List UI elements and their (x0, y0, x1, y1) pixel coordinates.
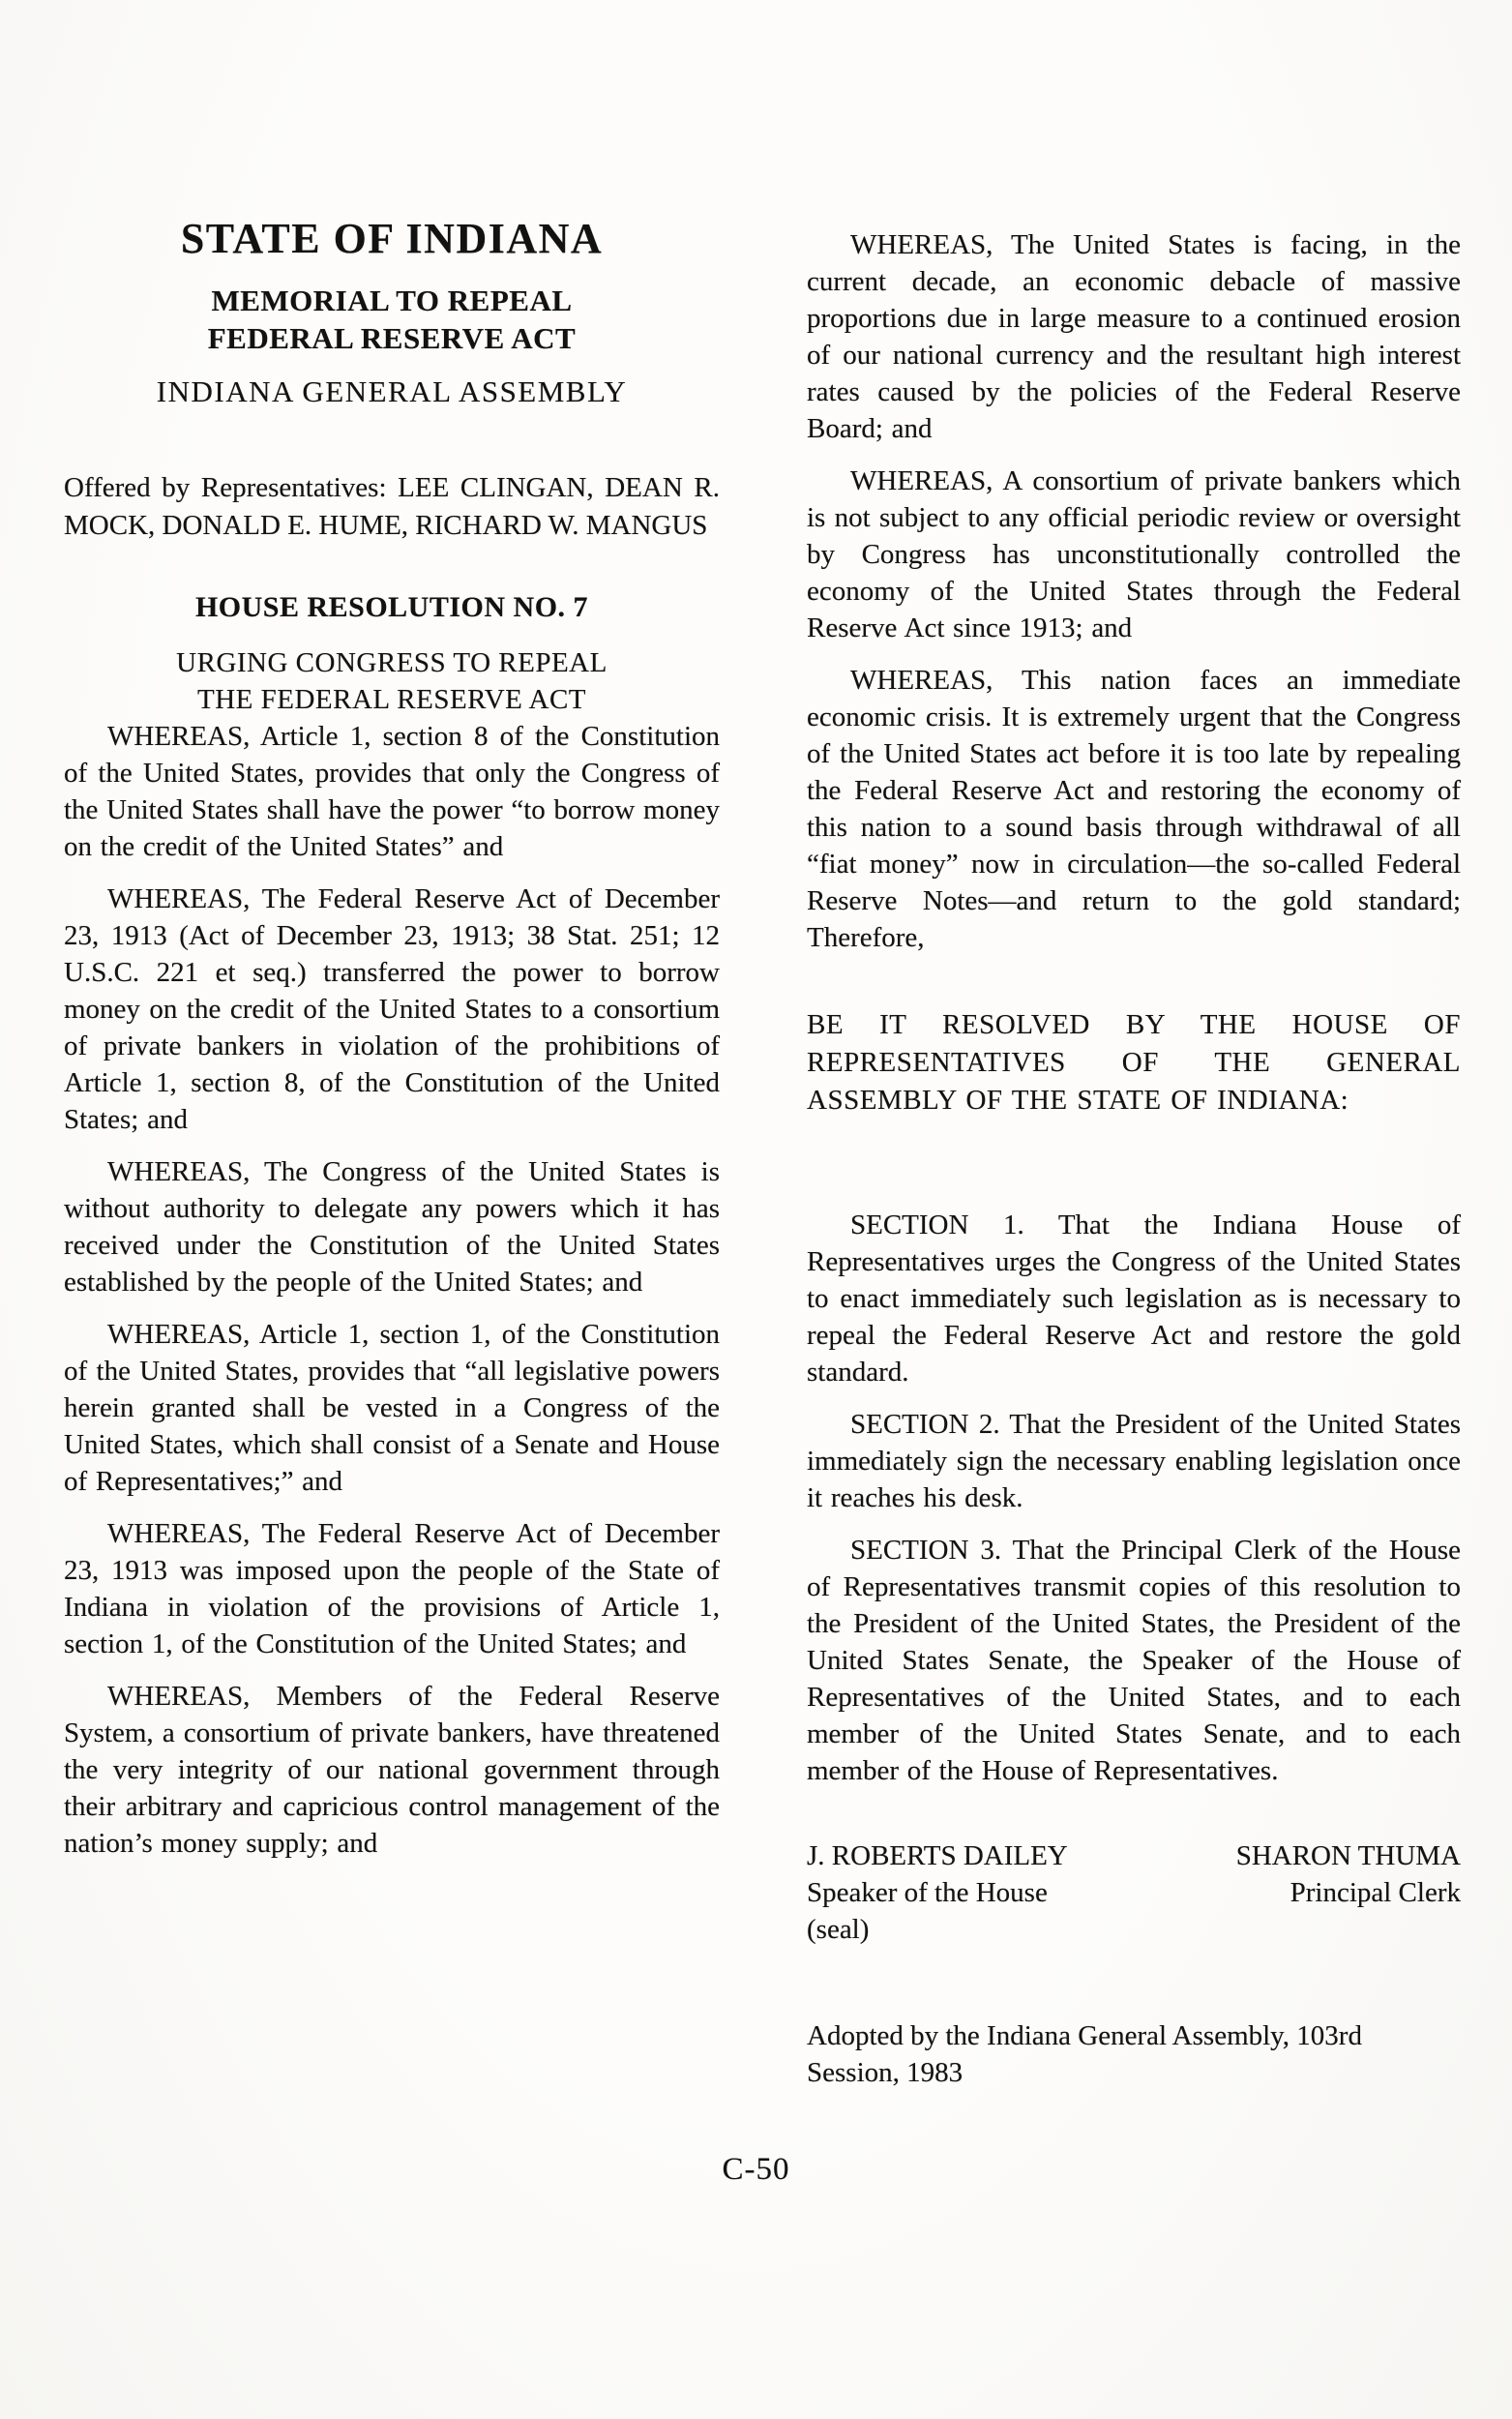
section-paragraph: SECTION 3. That the Principal Clerk of the House of Representatives transmit copies of this resolution to the President of the United States, the President of the United States Senate, the Speaker of the House of Representatives of the United States, and to each member of the United States Senate, and to each member of the House of Representatives. (807, 1535, 1461, 1786)
resolution-title-line-2: THE FEDERAL RESERVE ACT (196, 684, 587, 715)
seal-note: (seal) (807, 1914, 870, 1945)
subtitle-line-1: MEMORIAL TO REPEAL (211, 284, 573, 317)
section-paragraph: SECTION 1. That the Indiana House of Representatives urges the Congress of the United States to enact immediately such legislation as is necessary to repeal the Federal Reserve Act and restore the gold standard. (807, 1210, 1461, 1388)
speaker-name: J. ROBERTS DAILEY (807, 1840, 1068, 1871)
subtitle-line-2: FEDERAL RESERVE ACT (207, 321, 577, 355)
resolution-title (64, 644, 720, 718)
assembly-heading: INDIANA GENERAL ASSEMBLY (156, 374, 628, 408)
adoption-note: Adopted by the Indiana General Assembly, 103rd Session, 1983 (807, 2020, 1362, 2088)
offered-by-paragraph: Offered by Representatives: LEE CLINGAN, DEAN R. MOCK, DONALD E. HUME, RICHARD W. MANGUS (64, 472, 720, 541)
whereas-paragraph: WHEREAS, The Congress of the United States is without authority to delegate any powers which it has received under the Constitution of the United States established by the people of the United States; and (64, 1156, 720, 1298)
whereas-paragraph: WHEREAS, The Federal Reserve Act of December 23, 1913 was imposed upon the people of the State of Indiana in violation of the provisions of Article 1, section 1, of the Constitution of the United States; and (64, 1518, 720, 1659)
whereas-paragraph: WHEREAS, This nation faces an immediate economic crisis. It is extremely urgent that the Congress of the United States act before it is too late by repealing the Federal Reserve Act and restoring the economy of this nation to a sound basis through withdrawal of all “fiat money” now in circulation—the so-called Federal Reserve Notes—and return to the gold standard; Therefore, (807, 665, 1461, 953)
clerk-name: SHARON THUMA (1235, 1840, 1461, 1871)
resolution-title-line-1: URGING CONGRESS TO REPEAL (176, 647, 608, 678)
right-column (807, 226, 1461, 2091)
clerk-title: Principal Clerk (1290, 1877, 1461, 1908)
whereas-paragraph: WHEREAS, The Federal Reserve Act of December 23, 1913 (Act of December 23, 1913; 38 Stat. 251; 12 U.S.C. 221 et seq.) transferred the power to borrow money on the credit of the United States to a consortium of private bankers in violation of the prohibitions of Article 1, section 8, of the Constitution of the United States; and (64, 883, 720, 1135)
whereas-paragraph: WHEREAS, Members of the Federal Reserve System, a consortium of private bankers, have threatened the very integrity of our national government through their arbitrary and capricious control management of the nation’s money supply; and (64, 1681, 720, 1859)
document-title: STATE OF INDIANA (180, 215, 604, 262)
section-paragraph: SECTION 2. That the President of the United States immediately sign the necessary enabling legislation once it reaches his desk. (807, 1409, 1461, 1513)
resolved-clause: BE IT RESOLVED BY THE HOUSE OF REPRESENTATIVES OF THE GENERAL ASSEMBLY OF THE STATE OF INDIANA: (807, 1009, 1461, 1116)
signature-block (807, 1837, 1461, 1948)
resolution-number-heading: HOUSE RESOLUTION NO. 7 (194, 591, 589, 623)
speaker-title: Speaker of the House (807, 1877, 1048, 1908)
whereas-paragraph: WHEREAS, Article 1, section 8 of the Constitution of the United States, provides that only the Congress of the United States shall have the power “to borrow money on the credit of the United States” and (64, 721, 720, 862)
signature-speaker (807, 1837, 1068, 1948)
whereas-paragraph: WHEREAS, The United States is facing, in the current decade, an economic debacle of massive proportions due in large measure to a continued erosion of our national currency and the resultant high interest rates caused by the policies of the Federal Reserve Board; and (807, 229, 1461, 444)
page-number: C-50 (722, 2152, 790, 2187)
left-column (64, 215, 720, 1877)
whereas-paragraph: WHEREAS, Article 1, section 1, of the Constitution of the United States, provides that “all legislative powers herein granted shall be vested in a Congress of the United States, which shall consist of a Senate and House of Representatives;” and (64, 1319, 720, 1497)
signature-clerk (1236, 1837, 1461, 1948)
document-subtitle (64, 282, 720, 357)
whereas-paragraph: WHEREAS, A consortium of private bankers which is not subject to any official periodic review or oversight by Congress has unconstitutionally controlled the economy of the United States through the Federal Reserve Act since 1913; and (807, 465, 1461, 643)
